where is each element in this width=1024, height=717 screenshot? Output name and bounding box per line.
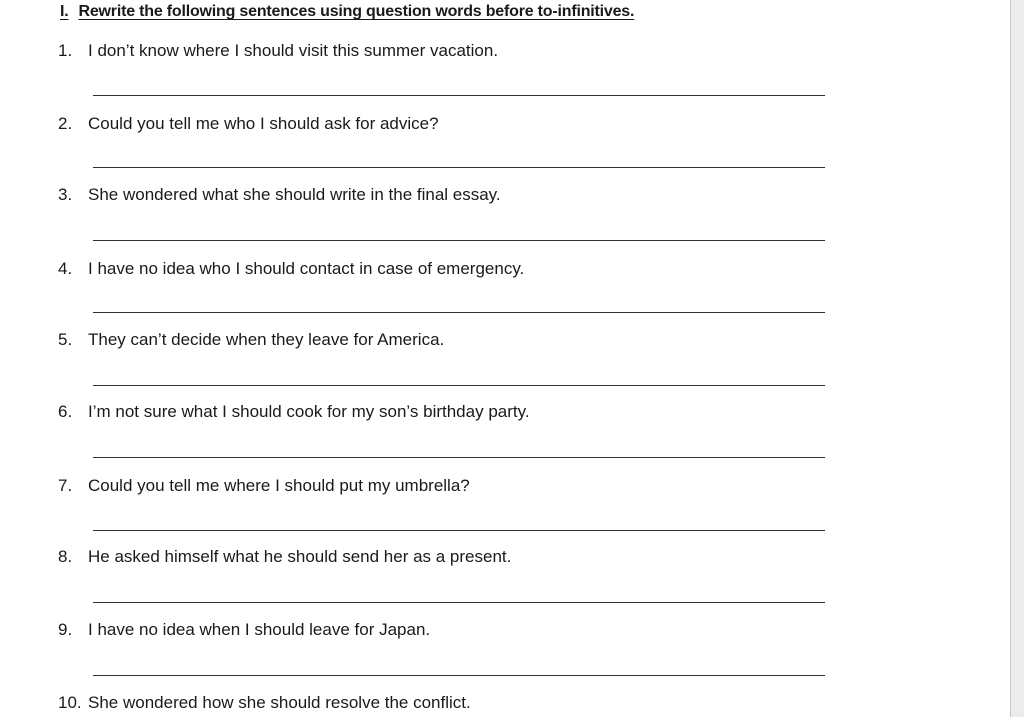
page-edge-gutter [1010, 0, 1024, 717]
answer-line-6[interactable] [93, 457, 825, 458]
question-text: I don’t know where I should visit this summer vacation. [88, 41, 499, 60]
question-number: 5. [58, 330, 73, 349]
answer-line-1[interactable] [93, 95, 825, 96]
section-instruction: Rewrite the following sentences using question words before to-infinitives. [78, 3, 635, 20]
question-item-9 [58, 620, 430, 640]
question-item-7 [58, 476, 470, 496]
question-item-4 [58, 259, 524, 279]
question-number: 1. [58, 41, 73, 60]
question-item-2 [58, 114, 439, 134]
answer-line-2[interactable] [93, 167, 825, 168]
question-text: I have no idea who I should contact in case of emergency. [88, 259, 525, 278]
question-number: 9. [58, 620, 73, 639]
question-text: I have no idea when I should leave for Japan. [88, 620, 431, 639]
question-number: 10. [58, 693, 82, 712]
question-item-8 [58, 547, 511, 567]
question-item-1 [58, 41, 498, 61]
section-number: I. [60, 3, 69, 20]
question-number: 2. [58, 114, 73, 133]
question-number: 4. [58, 259, 73, 278]
answer-line-9[interactable] [93, 675, 825, 676]
question-text: She wondered what she should write in the final essay. [88, 185, 501, 204]
question-text: I’m not sure what I should cook for my son’s birthday party. [88, 402, 530, 421]
question-text: They can’t decide when they leave for America. [88, 330, 445, 349]
question-item-3 [58, 185, 501, 205]
question-item-6 [58, 402, 530, 422]
question-number: 7. [58, 476, 73, 495]
answer-line-5[interactable] [93, 385, 825, 386]
question-item-5 [58, 330, 444, 350]
question-text: Could you tell me where I should put my umbrella? [88, 476, 470, 495]
section-heading [60, 3, 634, 21]
answer-line-7[interactable] [93, 530, 825, 531]
answer-line-3[interactable] [93, 240, 825, 241]
question-number: 6. [58, 402, 73, 421]
question-number: 8. [58, 547, 73, 566]
question-text: He asked himself what he should send her as a present. [88, 547, 512, 566]
question-text: Could you tell me who I should ask for advice? [88, 114, 439, 133]
question-number: 3. [58, 185, 73, 204]
question-item-10 [58, 693, 471, 713]
answer-line-8[interactable] [93, 602, 825, 603]
answer-line-4[interactable] [93, 312, 825, 313]
question-text: She wondered how she should resolve the conflict. [88, 693, 471, 712]
